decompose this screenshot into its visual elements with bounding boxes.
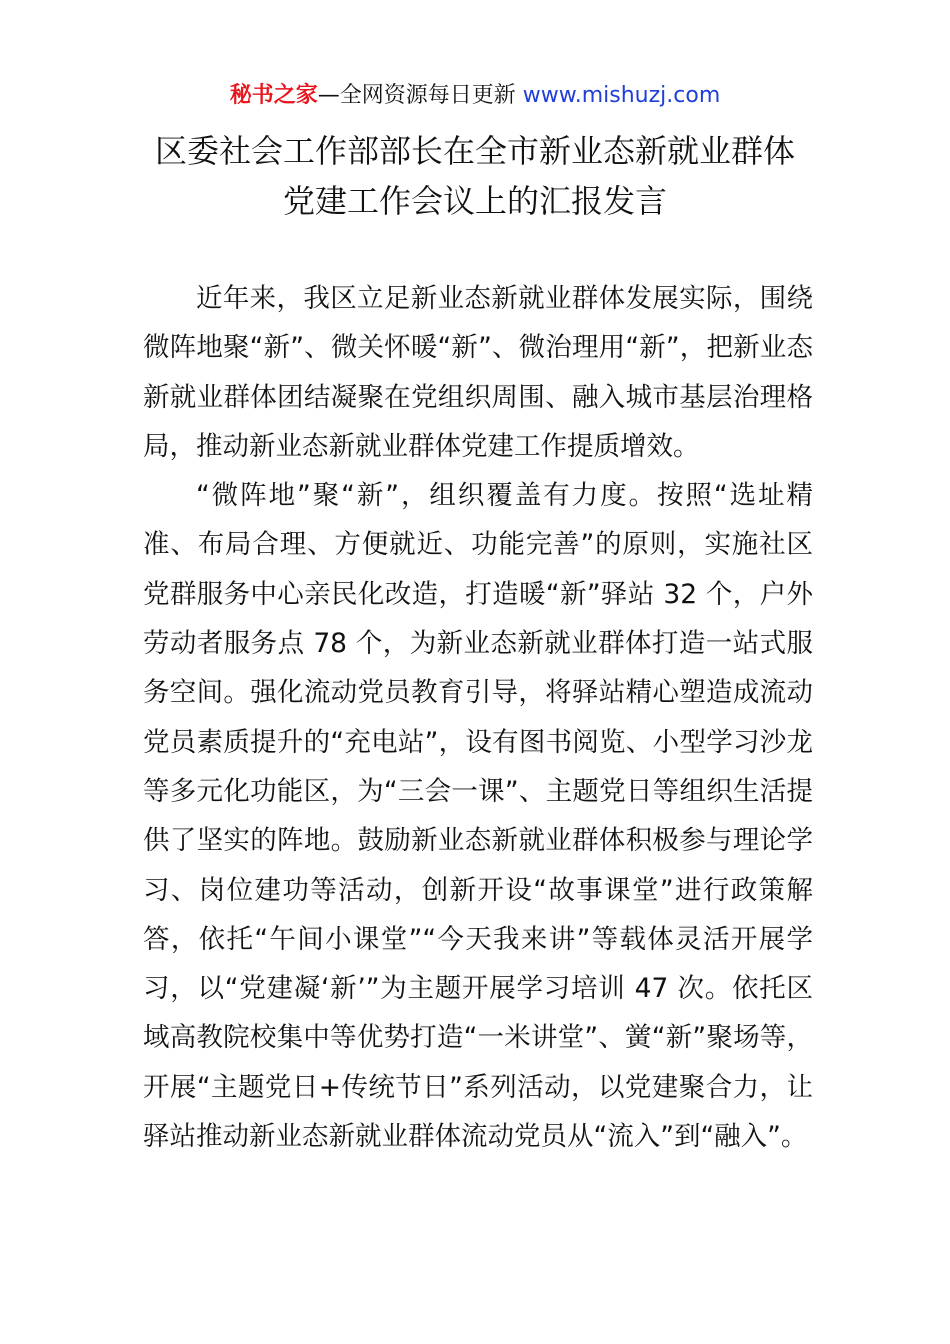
body-paragraph-1: 近年来，我区立足新业态新就业群体发展实际，围绕微阵地聚“新”、微关怀暖“新”、微治理用“新”，把新业态新就业群体团结凝聚在党组织周围、融入城市基层治理格局，推动新业态新就业群体党建工作提质增效。 [143, 283, 813, 462]
site-header [0, 80, 950, 112]
site-tagline: —全网资源每日更新 [317, 83, 523, 108]
body-paragraph-2: “微阵地”聚“新”，组织覆盖有力度。按照“选址精准、布局合理、方便就近、功能完善”的原则，实施社区党群服务中心亲民化改造，打造暖“新”驿站 32 个，户外劳动者服务点 78 个，为新业态新就业群体打造一站式服务空间。强化流动党员教育引导，将驿站精心塑造成流动党员素质提升的“充电站”，设有图书阅览、小型学习沙龙等多元化功能区，为“三会一课”、主题党日等组织生活提供了坚实的阵地。鼓励新业态新就业群体积极参与理论学习、岗位建功等活动，创新开设“故事课堂”进行政策解答，依托“午间小课堂”“今天我来讲”等载体灵活开展学习，以“党建凝‘新’”为主题开展学习培训 47 次。依托区域高教院校集中等优势打造“一米讲堂”、黉“新”聚场等，开展“主题党日+传统节日”系列活动，以党建聚合力，让驿站推动新业态新就业群体流动党员从“流入”到“融入”。 [143, 480, 813, 1153]
title-line-2: 党建工作会议上的汇报发言 [282, 182, 667, 220]
site-brand: 秘书之家 [229, 83, 318, 108]
site-url-link[interactable]: www.mishuzj.com [522, 83, 721, 108]
document-title [0, 126, 950, 226]
document-body [143, 274, 813, 1161]
title-line-1: 区委社会工作部部长在全市新业态新就业群体 [154, 132, 795, 170]
